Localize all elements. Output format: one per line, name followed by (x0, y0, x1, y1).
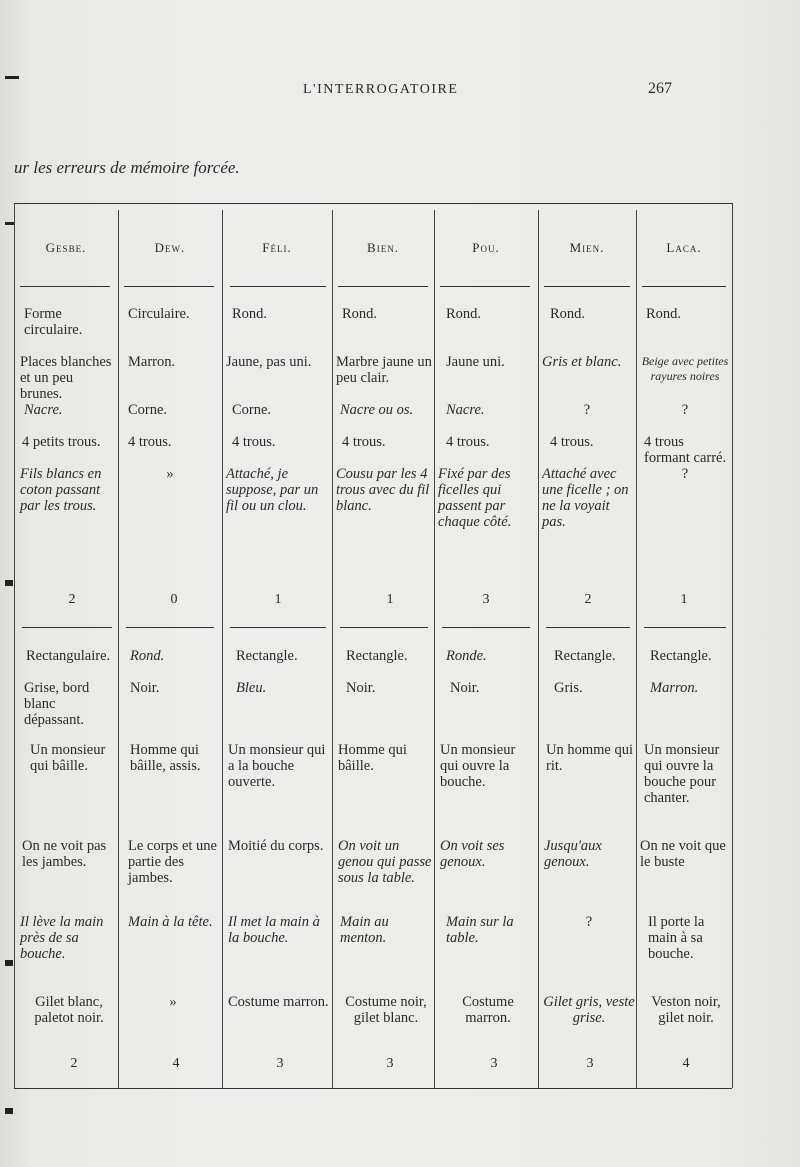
table-cell: Il met la main à la bouche. (228, 914, 320, 946)
score: 4 (682, 1056, 690, 1071)
column-divider (118, 210, 119, 1088)
column-header: Féli. (262, 240, 292, 255)
table-cell: Main au menton. (340, 914, 389, 946)
column-divider (434, 210, 435, 1088)
section-rule (644, 627, 726, 628)
table-cell: Marron. (650, 680, 699, 696)
table-cell: Grise, bord blanc dépassant. (24, 680, 90, 728)
table-cell: 4 trous. (128, 434, 172, 450)
table-cell: Il porte la main à sa bouche. (648, 914, 705, 962)
section-rule (442, 627, 530, 628)
table-cell: Jusqu'aux genoux. (544, 838, 602, 870)
table-cell: 4 trous. (550, 434, 594, 450)
table-cell: Rond. (342, 306, 378, 322)
table-cell: Gilet blanc, paletot noir. (34, 994, 104, 1026)
section-rule (22, 627, 112, 628)
score: 3 (490, 1056, 498, 1071)
table-cell: Beige avec petites rayures noires (641, 354, 729, 383)
score: 3 (276, 1056, 284, 1071)
header-rule (230, 286, 326, 287)
table-cell: Bleu. (236, 680, 267, 696)
table-cell: 4 trous. (342, 434, 386, 450)
table-cell: Un homme qui rit. (546, 742, 633, 774)
table-cell: Un monsieur qui ouvre la bouche. (440, 742, 516, 790)
header-rule (20, 286, 110, 287)
table-left-border (14, 203, 15, 1088)
score: 1 (680, 592, 688, 607)
page-number: 267 (648, 80, 672, 97)
column-divider (222, 210, 223, 1088)
running-head: L'INTERROGATOIRE (303, 82, 459, 97)
table-cell: Rond. (232, 306, 268, 322)
column-header: Laca. (666, 240, 702, 255)
table-cell: 4 trous. (232, 434, 276, 450)
table-cell: Jaune, pas uni. (226, 354, 312, 370)
table-cell: Veston noir, gilet noir. (651, 994, 721, 1026)
table-cell: Marbre jaune un peu clair. (336, 354, 432, 386)
header-rule (440, 286, 530, 287)
table-cell: Fixé par des ficelles qui passent par chaque côté. (438, 466, 512, 530)
table-cell: ? (681, 402, 689, 418)
score: 0 (170, 592, 178, 607)
score: 4 (172, 1056, 180, 1071)
score: 3 (386, 1056, 394, 1071)
table-subtitle: ur les erreurs de mémoire forcée. (14, 158, 240, 177)
table-cell: Corne. (232, 402, 272, 418)
table-cell: Attaché, je suppose, par un fil ou un clou. (226, 466, 319, 514)
table-cell: Gilet gris, veste grise. (543, 994, 635, 1026)
margin-mark (5, 960, 13, 966)
table-cell: Costume noir, gilet blanc. (345, 994, 427, 1026)
column-header: Bien. (367, 240, 399, 255)
column-header: Dew. (154, 240, 186, 255)
score: 1 (386, 592, 394, 607)
column-divider (332, 210, 333, 1088)
margin-mark (5, 1108, 13, 1114)
column-divider (636, 210, 637, 1088)
score: 2 (70, 1056, 78, 1071)
column-header: Pou. (472, 240, 500, 255)
table-cell: Costume marron. (462, 994, 514, 1026)
table-cell: Rectangle. (236, 648, 298, 664)
section-rule (340, 627, 428, 628)
table-right-border (732, 203, 733, 1088)
table-cell: Noir. (450, 680, 480, 696)
table-cell: On voit ses genoux. (440, 838, 505, 870)
table-cell: Nacre. (446, 402, 485, 418)
table-cell: ? (681, 466, 689, 482)
table-cell: Gris et blanc. (542, 354, 622, 370)
table-cell: Noir. (130, 680, 160, 696)
table-bottom-rule (14, 1088, 732, 1089)
table-cell: Rond. (446, 306, 482, 322)
column-divider (538, 210, 539, 1088)
margin-mark (5, 76, 19, 79)
table-cell: Rond. (646, 306, 682, 322)
score: 2 (68, 592, 76, 607)
table-cell: Attaché avec une ficelle ; on ne la voyait pas. (542, 466, 629, 530)
margin-mark (5, 580, 13, 586)
table-cell: Main à la tête. (128, 914, 213, 930)
table-cell: Un monsieur qui bâille. (30, 742, 106, 774)
table-cell: On ne voit que le buste (640, 838, 726, 870)
table-cell: Il lève la main près de sa bouche. (20, 914, 104, 962)
table-cell: Un monsieur qui a la bouche ouverte. (228, 742, 326, 790)
table-cell: Un monsieur qui ouvre la bouche pour chanter. (644, 742, 720, 806)
table-cell: Rond. (130, 648, 165, 664)
table-cell: Rectangle. (650, 648, 712, 664)
table-cell: Homme qui bâille, assis. (130, 742, 201, 774)
header-rule (642, 286, 726, 287)
table-cell: » (166, 466, 174, 482)
score: 2 (584, 592, 592, 607)
section-rule (126, 627, 214, 628)
section-rule (546, 627, 630, 628)
table-cell: Places blanches et un peu brunes. (20, 354, 112, 402)
header-rule (124, 286, 214, 287)
table-cell: Ronde. (446, 648, 487, 664)
table-cell: Gris. (554, 680, 583, 696)
table-cell: Noir. (346, 680, 376, 696)
section-rule (230, 627, 326, 628)
table-cell: Fils blancs en coton passant par les trous. (20, 466, 102, 514)
table-cell: ? (585, 914, 593, 930)
table-cell: Rectangulaire. (26, 648, 111, 664)
table-cell: Rectangle. (346, 648, 408, 664)
header-rule (544, 286, 630, 287)
table-cell: 4 trous formant carré. (644, 434, 727, 466)
table-cell: Main sur la table. (446, 914, 514, 946)
header-rule (338, 286, 428, 287)
table-cell: Moitié du corps. (228, 838, 324, 854)
table-cell: Circulaire. (128, 306, 190, 322)
table-cell: Corne. (128, 402, 168, 418)
table-cell: Le corps et une partie des jambes. (128, 838, 217, 886)
score: 3 (586, 1056, 594, 1071)
score: 1 (274, 592, 282, 607)
table-cell: Jaune uni. (446, 354, 505, 370)
table-cell: Rond. (550, 306, 586, 322)
table-cell: Cousu par les 4 trous avec du fil blanc. (336, 466, 430, 514)
score: 3 (482, 592, 490, 607)
table-cell: 4 petits trous. (22, 434, 101, 450)
table-cell: Homme qui bâille. (338, 742, 407, 774)
table-cell: Nacre. (24, 402, 63, 418)
table-cell: Rectangle. (554, 648, 616, 664)
table-cell: ? (583, 402, 591, 418)
table-cell: On ne voit pas les jambes. (22, 838, 107, 870)
table-top-rule (14, 203, 732, 204)
column-header: Gesbe. (45, 240, 87, 255)
table-cell: Costume marron. (228, 994, 329, 1010)
table-cell: » (169, 994, 177, 1010)
table-cell: 4 trous. (446, 434, 490, 450)
table-cell: Nacre ou os. (340, 402, 414, 418)
table-cell: Marron. (128, 354, 176, 370)
table-cell: Forme circulaire. (24, 306, 83, 338)
column-header: Mien. (569, 240, 605, 255)
table-cell: On voit un genou qui passe sous la table. (338, 838, 432, 886)
